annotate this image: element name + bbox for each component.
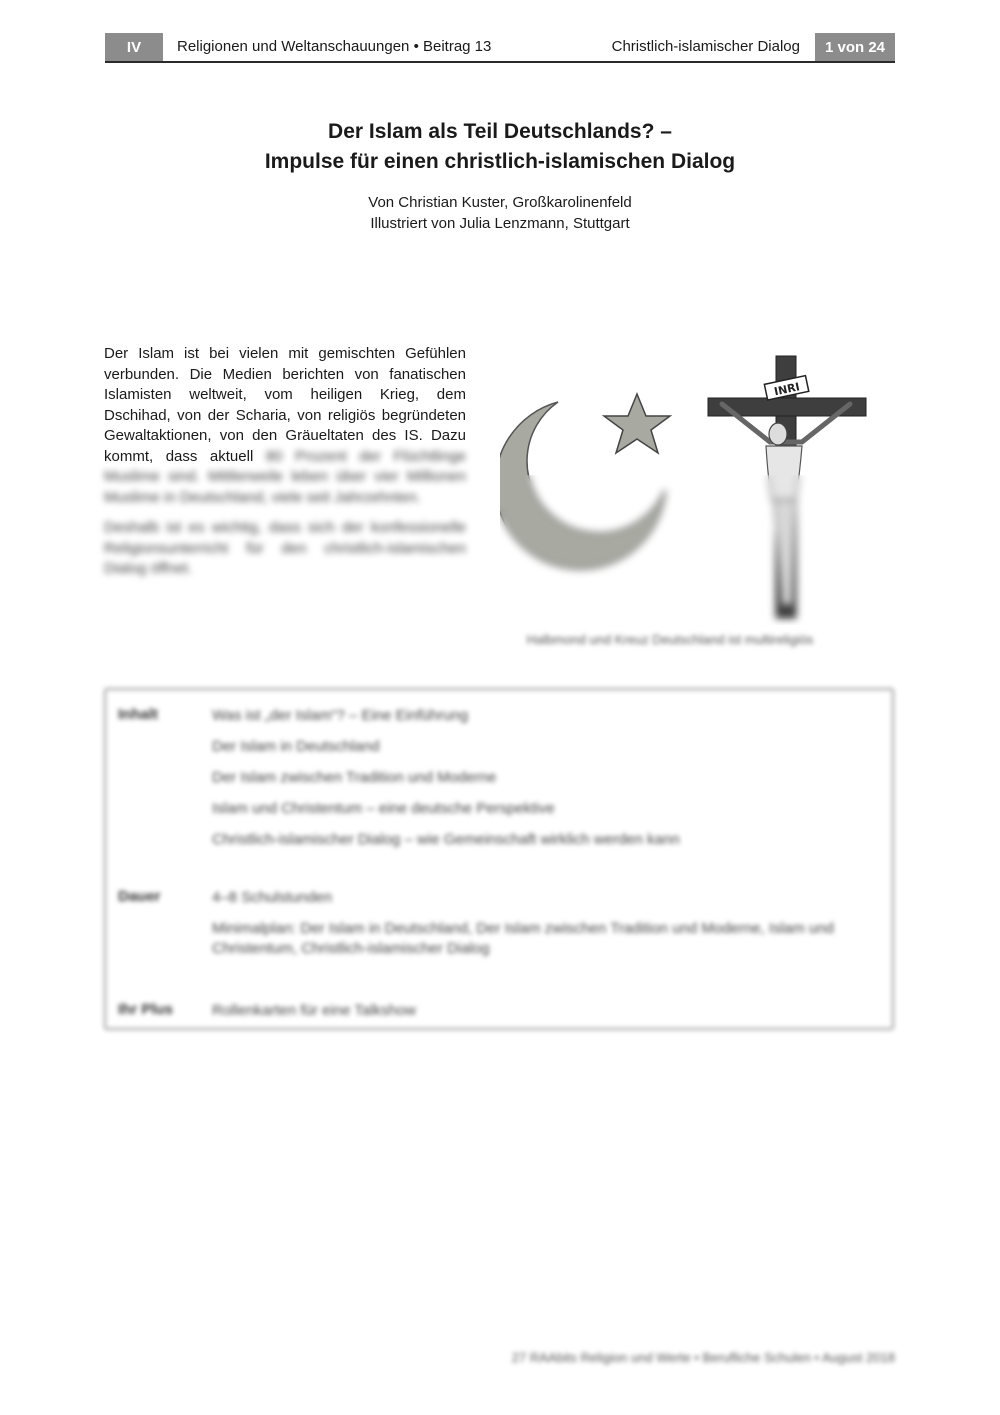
- intro-visible-text: Der Islam ist bei vielen mit gemischten Gefühlen verbunden. Die Medien berichten von fanatischen Islamisten weltweit, vom heiligen Krieg, dem Dschihad, von der Scharia, von religiös begründeten Gewaltaktionen, von den Gräueltaten des IS. Dazu kommt, dass aktuell: [104, 345, 466, 465]
- page-number: 1 von 24: [815, 33, 895, 61]
- topic-label: Christlich-islamischer Dialog: [611, 38, 800, 55]
- document-title: [105, 117, 895, 177]
- list-item: Minimalplan: Der Islam in Deutschland, Der Islam zwischen Tradition und Moderne, Islam und Christentum, Christlich-islamischer Dialog: [212, 920, 834, 957]
- list-item: Rollenkarten für eine Talkshow: [212, 1002, 417, 1019]
- author-line: Von Christian Kuster, Großkarolinenfeld: [368, 194, 632, 211]
- list-item: Was ist „der Islam“? – Eine Einführung: [212, 707, 469, 724]
- series-label: Religionen und Weltanschauungen • Beitrag 13: [177, 38, 492, 55]
- star-icon: [604, 394, 670, 453]
- intro-text: [104, 344, 466, 580]
- intro-paragraph-1: [104, 344, 466, 508]
- duration-label: Dauer: [118, 888, 161, 905]
- list-item: Islam und Christentum – eine deutsche Perspektive: [212, 800, 555, 817]
- corpus-head: [769, 423, 787, 445]
- extra-label: Ihr Plus: [118, 1001, 174, 1018]
- content-list: [212, 706, 880, 861]
- overview-box: [104, 688, 894, 1030]
- page-footer: 27 RAAbits Religion und Werte • Berufliche Schulen • August 2018: [511, 1350, 895, 1365]
- intro-blurred-text: 80 Prozent der Flüchtlinge Muslime sind. Mittlerweile leben über vier Millionen Muslime in Deutschland, viele seit Jahrzehnten.: [104, 447, 466, 506]
- list-item: Der Islam zwischen Tradition und Moderne: [212, 769, 497, 786]
- list-item: 4–8 Schulstunden: [212, 889, 333, 906]
- inri-text: INRI: [772, 380, 801, 399]
- illustrator-line: Illustriert von Julia Lenzmann, Stuttgart: [370, 215, 630, 232]
- section-badge: IV: [105, 33, 163, 61]
- figure-caption: Halbmond und Kreuz Deutschland ist multireligiös: [526, 632, 814, 647]
- intro-paragraph-2: Deshalb ist es wichtig, dass sich der konfessionelle Religionsunterricht für den christlich-islamischen Dialog öffnet.: [104, 519, 466, 577]
- page-header: [105, 33, 895, 63]
- title-line-1: Der Islam als Teil Deutschlands? –: [328, 120, 672, 143]
- duration-list: [212, 888, 880, 970]
- figure-blur-region: [500, 475, 880, 625]
- crescent-and-cross-illustration: [500, 350, 880, 625]
- extra-list: [212, 1001, 880, 1032]
- list-item: Christlich-islamischer Dialog – wie Gemeinschaft wirklich werden kann: [212, 831, 680, 848]
- list-item: Der Islam in Deutschland: [212, 738, 380, 755]
- byline: [105, 192, 895, 234]
- title-line-2: Impulse für einen christlich-islamischen Dialog: [264, 150, 736, 173]
- content-label: Inhalt: [118, 706, 158, 723]
